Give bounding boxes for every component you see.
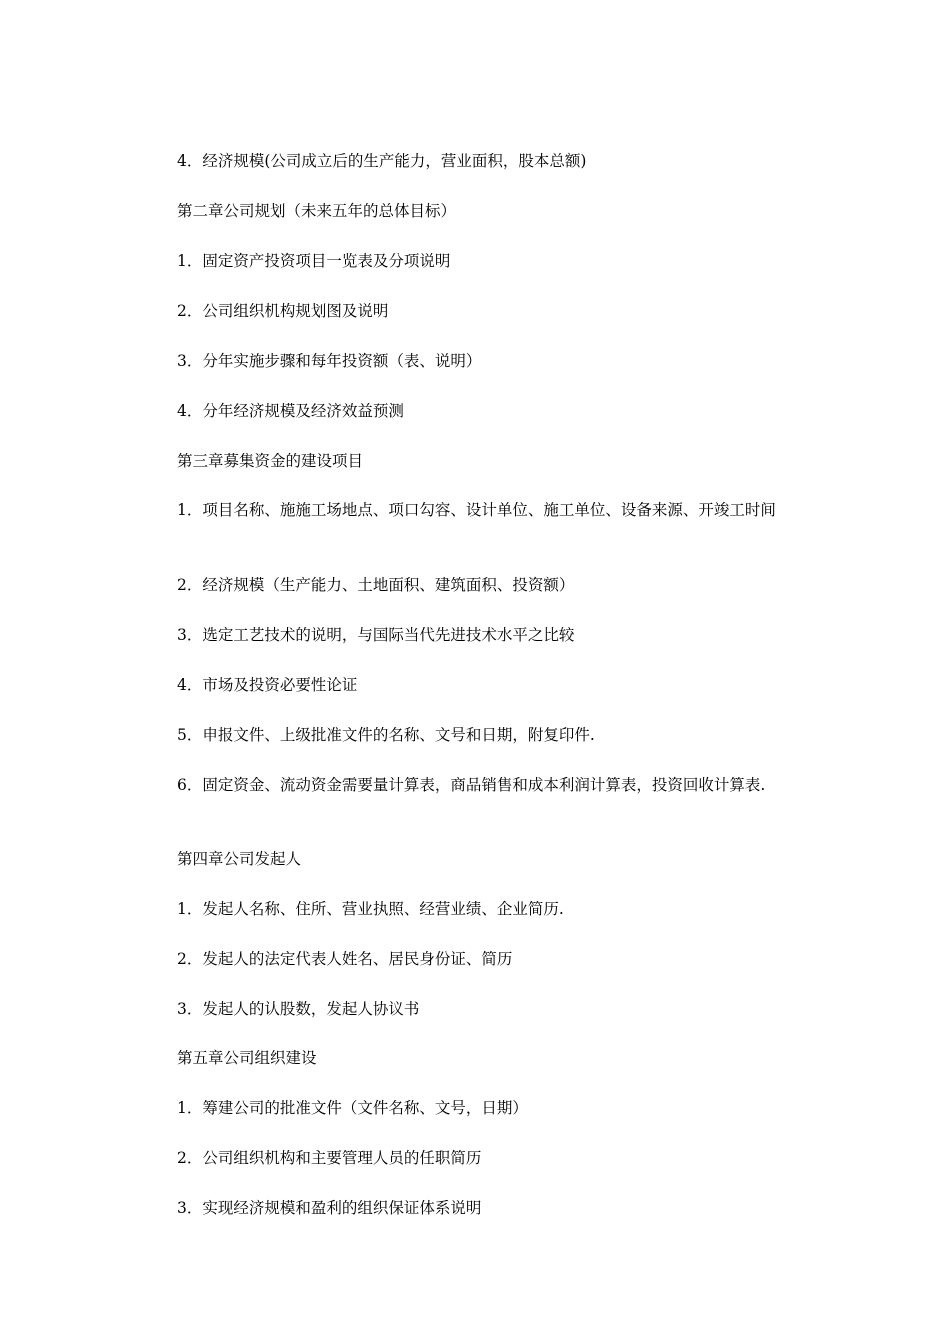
chapter-4-item-1: 1．发起人名称、住所、营业执照、经营业绩、企业简历. [177,900,564,918]
chapter-4-item-3: 3．发起人的认股数，发起人协议书 [177,1000,420,1018]
item-4-economic-scale: 4．经济规模(公司成立后的生产能力，营业面积，股本总额) [177,152,587,170]
chapter-3-item-5: 5．申报文件、上级批准文件的名称、文号和日期，附复印件. [177,726,595,744]
chapter-3-item-1-text: 1．项目名称、施施工场地点、项口勾容、设计单位、施工单位、设备来源、开竣工时间 [177,501,776,519]
chapter-3-item-2: 2．经济规模（生产能力、土地面积、建筑面积、投资额） [177,576,575,594]
chapter-2-item-4: 4．分年经济规模及经济效益预测 [177,402,404,420]
chapter-4-heading: 第四章公司发起人 [177,850,302,868]
chapter-3-heading: 第三章募集资金的建设项目 [177,452,364,470]
chapter-3-item-4: 4．市场及投资必要性论证 [177,676,358,694]
chapter-2-item-2: 2．公司组织机构规划图及说明 [177,302,389,320]
chapter-3-item-1 [145,498,795,523]
chapter-5-item-1: 1．筹建公司的批准文件（文件名称、文号，日期） [177,1099,528,1117]
chapter-3-item-6: 6．固定资金、流动资金需要量计算表，商品销售和成本利润计算表，投资回收计算表. [177,776,766,794]
chapter-3-item-3: 3．选定工艺技术的说明，与国际当代先进技术水平之比较 [177,626,575,644]
chapter-4-item-2: 2．发起人的法定代表人姓名、居民身份证、简历 [177,950,513,968]
chapter-2-item-3: 3．分年实施步骤和每年投资额（表、说明） [177,352,482,370]
chapter-5-heading: 第五章公司组织建设 [177,1049,317,1067]
chapter-5-item-3: 3．实现经济规模和盈利的组织保证体系说明 [177,1199,482,1217]
chapter-2-item-1: 1．固定资产投资项目一览表及分项说明 [177,252,451,270]
chapter-5-item-2: 2．公司组织机构和主要管理人员的任职简历 [177,1149,482,1167]
chapter-2-heading: 第二章公司规划（未来五年的总体目标） [177,202,457,220]
